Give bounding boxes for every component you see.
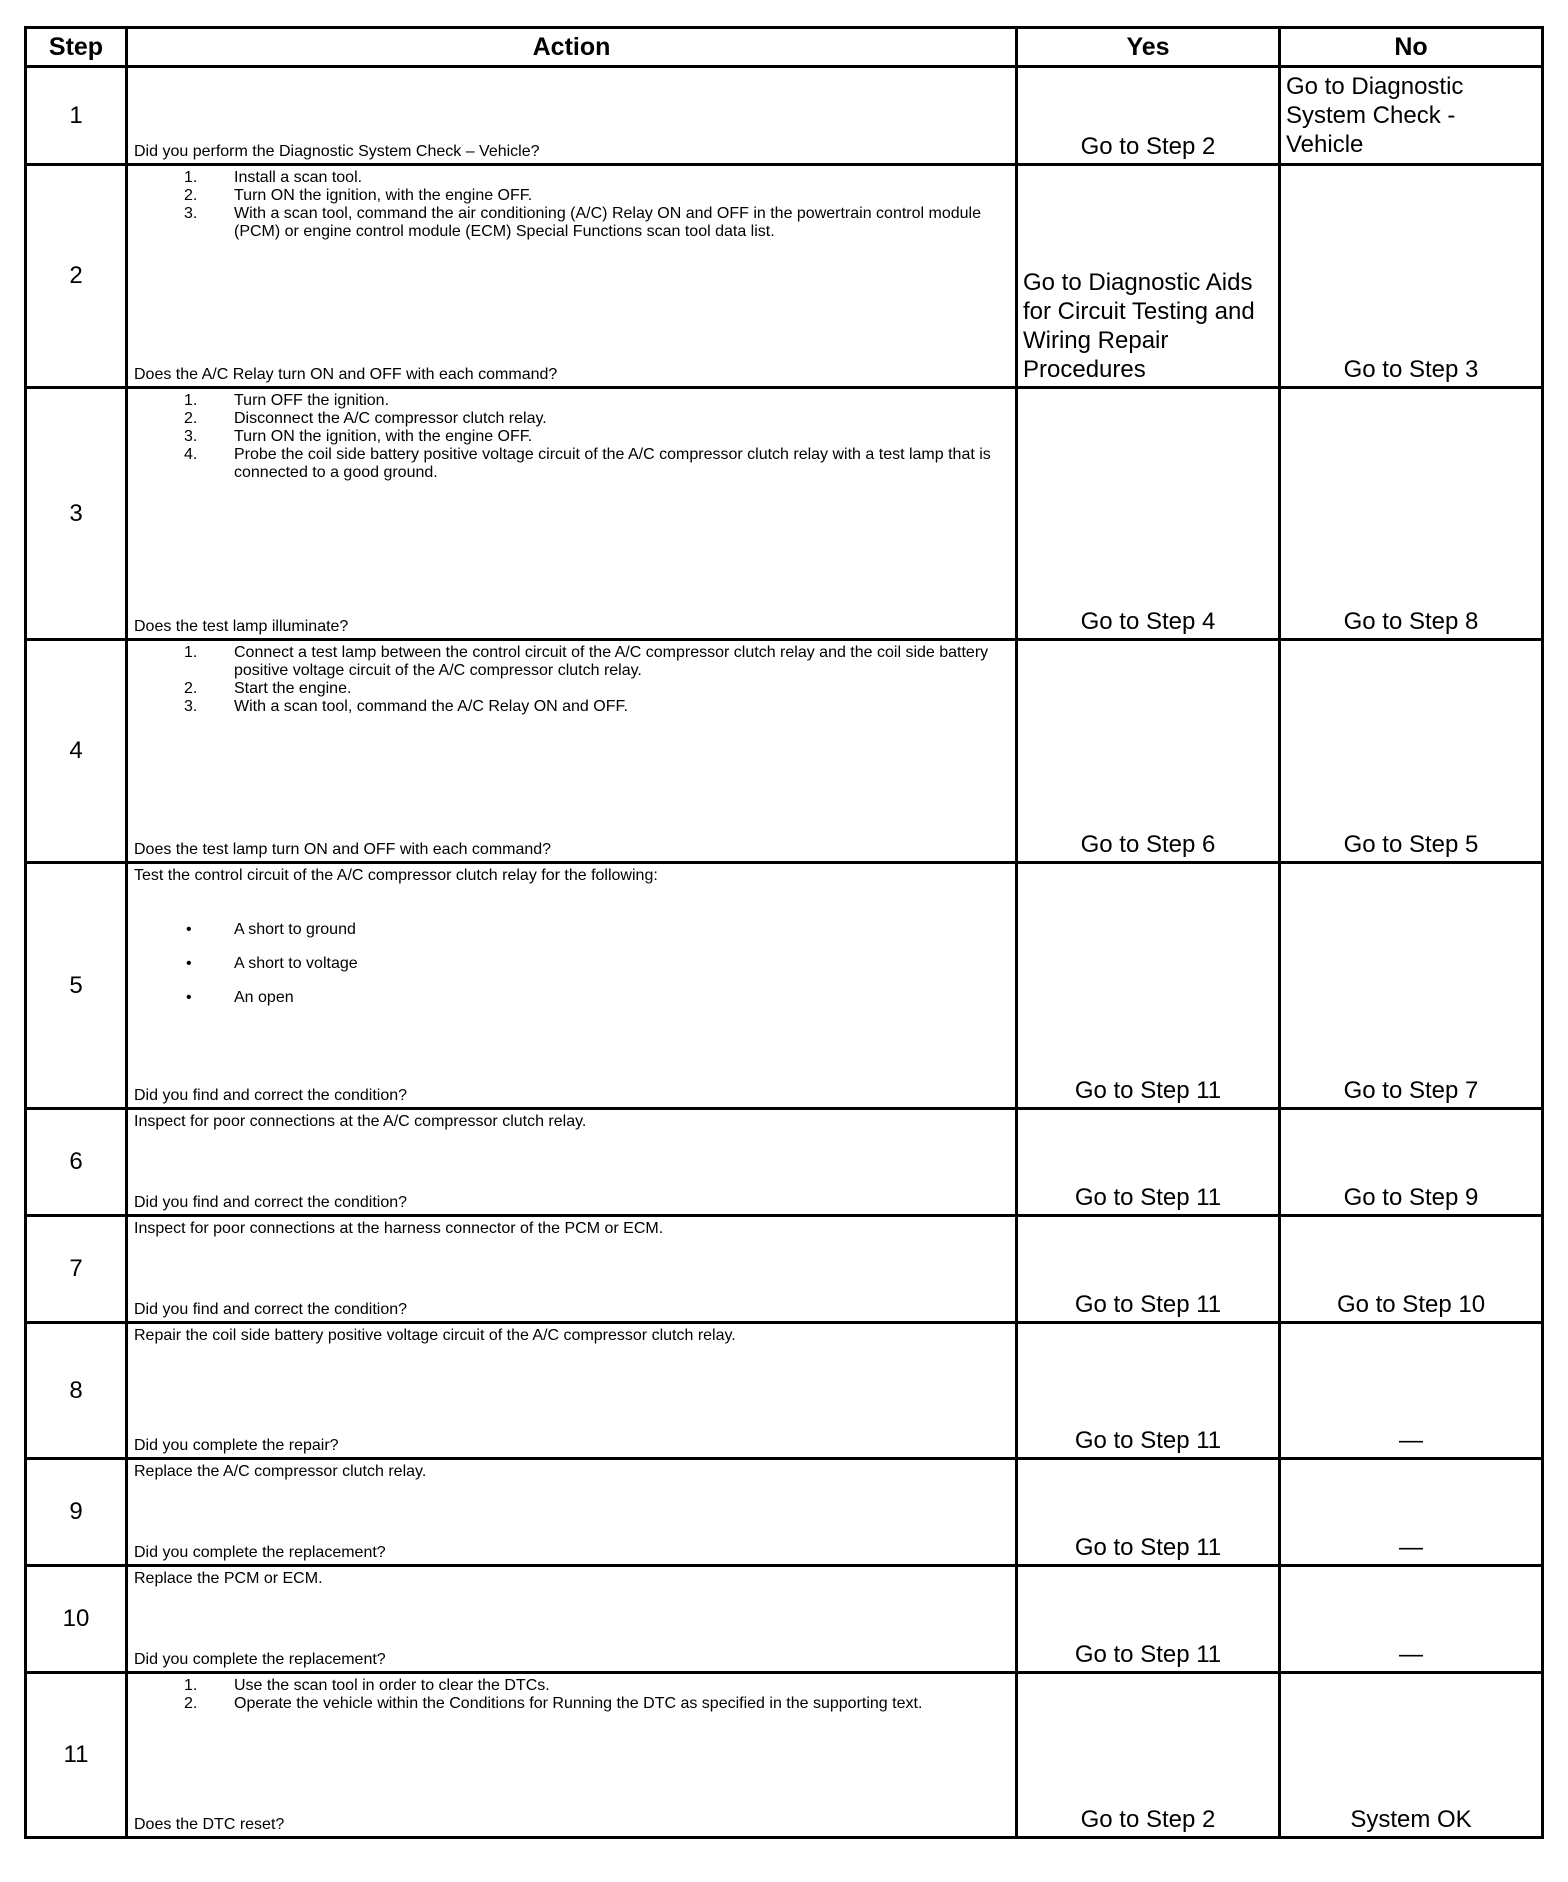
no-answer: Go to Step 10	[1336, 1291, 1486, 1318]
action-content	[128, 389, 1015, 638]
table-row	[26, 1323, 1543, 1459]
no-cell	[1280, 1673, 1543, 1838]
list-text: Turn ON the ignition, with the engine OFF.	[234, 428, 533, 445]
action-content	[128, 864, 1015, 1107]
action-body	[134, 1113, 1007, 1131]
list-text: Turn OFF the ignition.	[234, 392, 390, 409]
list-number: 3.	[184, 698, 198, 715]
list-item	[134, 428, 1007, 446]
action-cell	[127, 388, 1017, 640]
action-content	[128, 166, 1015, 386]
action-content	[128, 1110, 1015, 1214]
header-step: Step	[26, 28, 127, 67]
list-text: A short to voltage	[234, 955, 358, 972]
header-no: No	[1280, 28, 1543, 67]
no-answer: Go to Step 5	[1343, 831, 1479, 858]
list-text: With a scan tool, command the A/C Relay ON and OFF.	[234, 698, 628, 715]
no-cell	[1280, 1566, 1543, 1673]
no-answer: Go to Diagnostic System Check - Vehicle	[1286, 73, 1464, 158]
yes-answer: Go to Step 11	[1074, 1077, 1222, 1104]
yes-cell	[1017, 863, 1280, 1109]
step-number: 6	[26, 1109, 127, 1216]
list-text: Start the engine.	[234, 680, 352, 697]
step-number: 9	[26, 1459, 127, 1566]
action-body	[134, 644, 1007, 716]
no-cell	[1280, 1109, 1543, 1216]
list-item	[134, 1677, 1007, 1695]
numbered-list	[134, 169, 1007, 241]
action-content	[128, 641, 1015, 861]
header-action: Action	[127, 28, 1017, 67]
no-cell	[1280, 388, 1543, 640]
table-row	[26, 67, 1543, 165]
action-body	[134, 867, 1007, 1015]
bullet-icon: •	[186, 989, 192, 1006]
action-instruction: Replace the PCM or ECM.	[134, 1570, 323, 1587]
list-number: 1.	[184, 392, 198, 409]
yes-cell	[1017, 67, 1280, 165]
action-question: Does the DTC reset?	[134, 1816, 285, 1833]
yes-cell	[1017, 1673, 1280, 1838]
action-instruction: Inspect for poor connections at the harness connector of the PCM or ECM.	[134, 1220, 664, 1237]
step-number: 3	[26, 388, 127, 640]
step-number: 7	[26, 1216, 127, 1323]
list-text: With a scan tool, command the air conditioning (A/C) Relay ON and OFF in the powertrain control module (PCM) or engine control module (ECM) Special Functions scan tool data list.	[234, 205, 981, 240]
action-question: Did you perform the Diagnostic System Check – Vehicle?	[134, 143, 540, 160]
list-item	[134, 446, 1007, 482]
list-item	[134, 913, 1007, 947]
bullet-list	[134, 913, 1007, 1015]
list-text: Disconnect the A/C compressor clutch relay.	[234, 410, 547, 427]
list-item	[134, 698, 1007, 716]
list-item	[134, 947, 1007, 981]
no-cell	[1280, 1323, 1543, 1459]
no-answer: Go to Step 8	[1343, 608, 1479, 635]
action-question: Does the test lamp illuminate?	[134, 618, 349, 635]
bullet-icon: •	[186, 921, 192, 938]
step-number: 4	[26, 640, 127, 863]
action-body	[134, 1327, 1007, 1345]
no-answer: —	[1399, 1641, 1423, 1668]
step-number: 2	[26, 165, 127, 388]
no-answer: Go to Step 3	[1343, 356, 1479, 383]
action-body	[134, 169, 1007, 241]
list-number: 2.	[184, 410, 198, 427]
yes-cell	[1017, 1109, 1280, 1216]
action-body	[134, 1220, 1007, 1238]
yes-answer: Go to Step 4	[1080, 608, 1216, 635]
list-item	[134, 205, 1007, 241]
table-row	[26, 1673, 1543, 1838]
action-instruction: Test the control circuit of the A/C compressor clutch relay for the following:	[134, 867, 658, 884]
action-content	[128, 1460, 1015, 1564]
step-number: 5	[26, 863, 127, 1109]
yes-answer: Go to Step 6	[1080, 831, 1216, 858]
action-cell	[127, 1109, 1017, 1216]
header-yes: Yes	[1017, 28, 1280, 67]
action-question: Did you find and correct the condition?	[134, 1301, 408, 1318]
yes-answer: Go to Step 11	[1074, 1184, 1222, 1211]
action-question: Did you find and correct the condition?	[134, 1087, 408, 1104]
diagnostic-table	[24, 26, 1544, 1839]
list-number: 2.	[184, 187, 198, 204]
list-text: Probe the coil side battery positive voltage circuit of the A/C compressor clutch relay with a test lamp that is connected to a good ground.	[234, 446, 991, 481]
list-text: Use the scan tool in order to clear the DTCs.	[234, 1677, 550, 1694]
action-content	[128, 1217, 1015, 1321]
no-cell	[1280, 863, 1543, 1109]
step-number: 10	[26, 1566, 127, 1673]
list-number: 3.	[184, 205, 198, 222]
table-row	[26, 863, 1543, 1109]
action-cell	[127, 67, 1017, 165]
numbered-list	[134, 392, 1007, 482]
list-item	[134, 187, 1007, 205]
step-number: 8	[26, 1323, 127, 1459]
no-cell	[1280, 67, 1543, 165]
list-number: 1.	[184, 1677, 198, 1694]
list-text: A short to ground	[234, 921, 356, 938]
table-row	[26, 1459, 1543, 1566]
action-content	[128, 68, 1015, 163]
yes-cell	[1017, 1459, 1280, 1566]
action-question: Did you complete the replacement?	[134, 1651, 386, 1668]
yes-answer: Go to Step 11	[1074, 1427, 1222, 1454]
list-item	[134, 981, 1007, 1015]
action-cell	[127, 1216, 1017, 1323]
action-question: Did you complete the repair?	[134, 1437, 339, 1454]
no-cell	[1280, 1459, 1543, 1566]
table-row	[26, 388, 1543, 640]
table-row	[26, 165, 1543, 388]
list-number: 1.	[184, 644, 198, 661]
action-cell	[127, 1323, 1017, 1459]
table-row	[26, 1566, 1543, 1673]
action-content	[128, 1567, 1015, 1671]
no-answer: Go to Step 7	[1343, 1077, 1479, 1104]
action-instruction: Repair the coil side battery positive voltage circuit of the A/C compressor clutch relay.	[134, 1327, 736, 1344]
list-item	[134, 1695, 1007, 1713]
yes-cell	[1017, 640, 1280, 863]
action-cell	[127, 165, 1017, 388]
yes-answer: Go to Diagnostic Aids for Circuit Testing and Wiring Repair Procedures	[1023, 269, 1255, 383]
list-number: 2.	[184, 680, 198, 697]
numbered-list	[134, 1677, 1007, 1713]
step-number: 1	[26, 67, 127, 165]
no-cell	[1280, 640, 1543, 863]
yes-cell	[1017, 1323, 1280, 1459]
action-question: Did you complete the replacement?	[134, 1544, 386, 1561]
yes-cell	[1017, 165, 1280, 388]
list-text: Operate the vehicle within the Conditions for Running the DTC as specified in the supporting text.	[234, 1695, 923, 1712]
header-row	[26, 28, 1543, 67]
list-text: Connect a test lamp between the control circuit of the A/C compressor clutch relay and the coil side battery positive voltage circuit of the A/C compressor clutch relay.	[234, 644, 989, 679]
action-question: Did you find and correct the condition?	[134, 1194, 408, 1211]
list-number: 4.	[184, 446, 198, 463]
yes-cell	[1017, 1566, 1280, 1673]
list-text: An open	[234, 989, 294, 1006]
list-item	[134, 680, 1007, 698]
action-cell	[127, 640, 1017, 863]
no-cell	[1280, 1216, 1543, 1323]
action-body	[134, 392, 1007, 482]
bullet-icon: •	[186, 955, 192, 972]
yes-answer: Go to Step 11	[1074, 1641, 1222, 1668]
list-number: 3.	[184, 428, 198, 445]
no-answer: Go to Step 9	[1343, 1184, 1479, 1211]
action-body	[134, 1463, 1007, 1481]
action-cell	[127, 1673, 1017, 1838]
action-instruction: Replace the A/C compressor clutch relay.	[134, 1463, 427, 1480]
yes-cell	[1017, 1216, 1280, 1323]
action-body	[134, 1570, 1007, 1588]
no-answer: —	[1399, 1534, 1423, 1561]
yes-answer: Go to Step 2	[1080, 133, 1216, 160]
action-content	[128, 1674, 1015, 1836]
list-number: 1.	[184, 169, 198, 186]
yes-answer: Go to Step 2	[1080, 1806, 1216, 1833]
table-row	[26, 1216, 1543, 1323]
table-row	[26, 1109, 1543, 1216]
list-number: 2.	[184, 1695, 198, 1712]
step-number: 11	[26, 1673, 127, 1838]
action-question: Does the A/C Relay turn ON and OFF with each command?	[134, 366, 558, 383]
action-cell	[127, 863, 1017, 1109]
no-cell	[1280, 165, 1543, 388]
yes-answer: Go to Step 11	[1074, 1291, 1222, 1318]
no-answer: System OK	[1350, 1806, 1472, 1833]
list-text: Install a scan tool.	[234, 169, 363, 186]
action-body	[134, 1677, 1007, 1713]
list-item	[134, 644, 1007, 680]
yes-cell	[1017, 388, 1280, 640]
numbered-list	[134, 644, 1007, 716]
yes-answer: Go to Step 11	[1074, 1534, 1222, 1561]
list-text: Turn ON the ignition, with the engine OFF.	[234, 187, 533, 204]
list-item	[134, 392, 1007, 410]
action-cell	[127, 1566, 1017, 1673]
list-item	[134, 410, 1007, 428]
no-answer: —	[1399, 1427, 1423, 1454]
table-row	[26, 640, 1543, 863]
action-cell	[127, 1459, 1017, 1566]
action-question: Does the test lamp turn ON and OFF with each command?	[134, 841, 552, 858]
list-item	[134, 169, 1007, 187]
action-content	[128, 1324, 1015, 1457]
action-instruction: Inspect for poor connections at the A/C compressor clutch relay.	[134, 1113, 587, 1130]
